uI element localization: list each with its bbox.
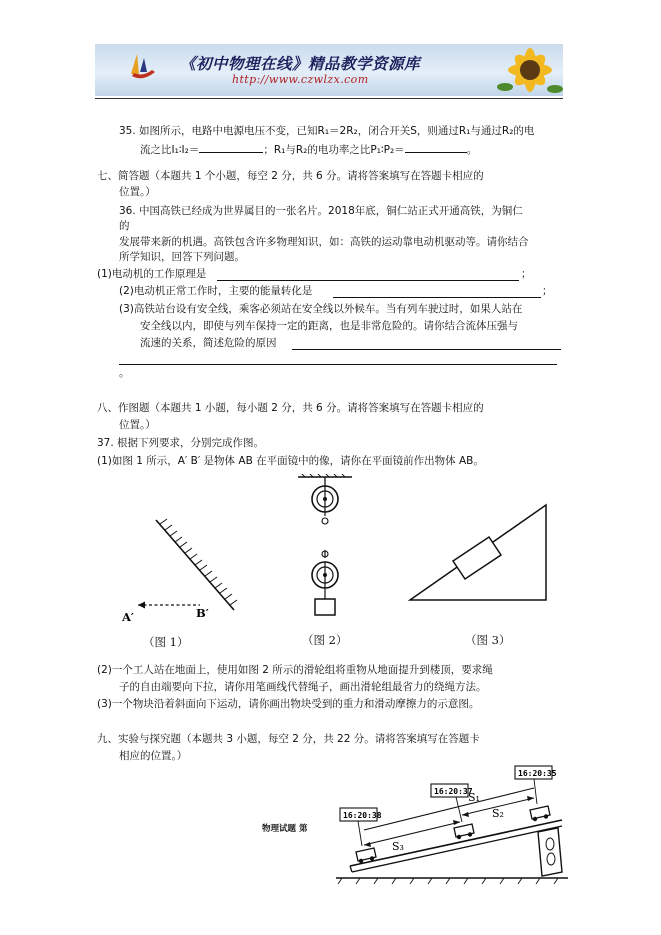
q36-part1-label: (1)电动机的工作原理是: [97, 268, 207, 280]
timer-middle: 16:20:37: [434, 787, 473, 796]
section9-heading-cont: 相应的位置。）: [119, 750, 188, 762]
q37-part2-line2: 子的自由端要向下拉，请你用笔画线代替绳子，画出滑轮组最省力的绕绳方法。: [119, 681, 487, 693]
q36-line3: 发展带来新的机遇。高铁包含许多物理知识，如：高铁的运动靠电动机驱动等。请你结合: [119, 236, 529, 248]
q35-period: 。: [466, 144, 478, 156]
experiment-incline-diagram: [330, 762, 570, 886]
footer-page-label: 物理试题 第: [262, 824, 308, 834]
support-block: [538, 828, 562, 876]
q37-part3: (3)一个物块沿着斜面向下运动，请你画出物块受到的重力和滑动摩擦力的示意图。: [97, 698, 480, 710]
q37-part2-line1: (2)一个工人站在地面上，使用如图 2 所示的滑轮组将重物从地面提升到楼顶，要求绳: [97, 664, 493, 676]
q35-line2: [140, 141, 477, 157]
block-on-incline: [453, 537, 501, 579]
q36-part1-blank[interactable]: [217, 280, 519, 281]
q36-part2-label: (2)电动机正常工作时，主要的能量转化是: [119, 285, 313, 297]
q35-line1: 35. 如图所示，电路中电源电压不变，已知R₁＝2R₂，闭合开关S，则通过R₁与通过R₂的电: [119, 125, 535, 137]
q37-part1: (1)如图 1 所示，A′ B′ 是物体 AB 在平面镜中的像，请你在平面镜前作出物体 AB。: [97, 455, 484, 467]
q37-intro: 37. 根据下列要求，分别完成作图。: [97, 437, 265, 449]
sunflower-icon: [497, 45, 563, 95]
q36-part3-blank-2[interactable]: [119, 364, 557, 365]
q36-part3-end: 。: [119, 367, 130, 379]
q35-answer-blank-2[interactable]: [405, 141, 467, 153]
timer-top: 16:20:35: [518, 769, 557, 778]
site-logo-icon: [128, 52, 158, 82]
q36-part3-blank-1[interactable]: [292, 349, 561, 350]
fixed-pulley-hook: [322, 518, 328, 524]
figure1-mirror-diagram: [112, 512, 242, 630]
section8-heading: 八、作图题（本题共 1 小题，每小题 2 分，共 6 分。请将答案填写在答题卡相应的: [97, 402, 484, 414]
q36-line2: 的: [119, 220, 130, 232]
header-rule: [95, 98, 563, 99]
label-s1: S₁: [468, 791, 480, 804]
q36-part3-line3: 流速的关系，简述危险的原因: [140, 337, 277, 349]
header-title: 《初中物理在线》精品教学资源库: [180, 54, 421, 73]
cart-middle: [454, 824, 474, 839]
q36-part2-end: ；: [542, 285, 553, 297]
figure3-caption: （图 3）: [465, 633, 511, 647]
header-url: http://www.czwlzx.com: [232, 73, 369, 86]
label-b-prime: B′: [196, 606, 209, 620]
mirror-hatching: [160, 519, 237, 605]
q36-part2-blank[interactable]: [333, 297, 541, 298]
q36-line1: 36. 中国高铁已经成为世界属目的一张名片。2018年底，铜仁站正式开通高铁，为铜仁: [119, 205, 523, 217]
cart-top: [530, 806, 550, 821]
section7-heading-cont: 位置。）: [119, 186, 156, 198]
figure2-caption: （图 2）: [302, 633, 348, 647]
timer-bottom: 16:20:38: [343, 811, 382, 820]
ground-hatching: [338, 878, 558, 884]
q36-part3-line2: 安全线以内，即使与列车保持一定的距离，也是非常危险的。请你结合流体压强与: [140, 320, 518, 332]
q36-line4: 所学知识，回答下列问题。: [119, 251, 245, 263]
label-a-prime: A′: [122, 610, 134, 624]
weight-block: [315, 599, 335, 615]
figure1-caption: （图 1）: [143, 635, 189, 649]
q35-blank2-label: ；R₁与R₂的电功率之比P₁∶P₂＝: [263, 144, 405, 156]
section8-heading-cont: 位置。）: [119, 419, 156, 431]
figure2-pulley-diagram: [292, 474, 358, 628]
label-s3: S₃: [392, 840, 404, 853]
q36-part1-end: ；: [521, 268, 532, 280]
image-arrow-head: [138, 602, 145, 609]
s3-arrow-line: [364, 822, 460, 845]
q35-blank1-label: 流之比I₁∶I₂＝: [140, 144, 200, 156]
q35-answer-blank-1[interactable]: [199, 141, 263, 153]
figure3-incline-diagram: [404, 502, 554, 604]
q36-part3-line1: (3)高铁站台设有安全线，乘客必须站在安全线以外候车。当有列车驶过时，如果人站在: [119, 303, 523, 315]
section9-heading: 九、实验与探究题（本题共 3 小题，每空 2 分，共 22 分。请将答案填写在答题卡: [97, 733, 480, 745]
section7-heading: 七、简答题（本题共 1 个小题，每空 2 分，共 6 分。请将答案填写在答题卡相应的: [97, 170, 484, 182]
label-s2: S₂: [492, 807, 504, 820]
